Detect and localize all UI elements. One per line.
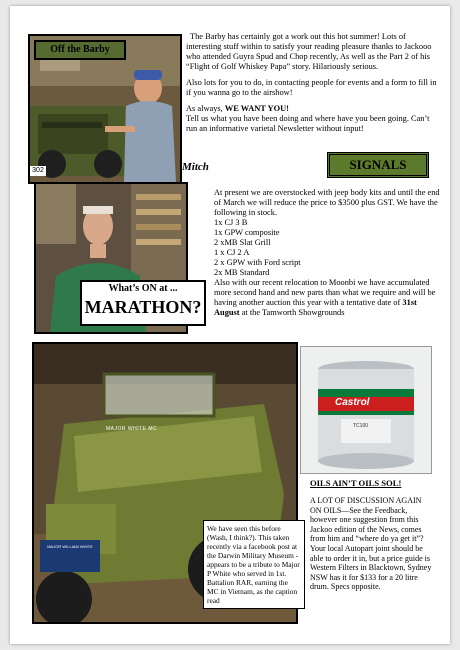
we-want-you: WE WANT YOU! [224,104,289,113]
barby-para-3-rest: Tell us what you have been doing and where have you been going. Can’t run an informative varietal Newsletter without input! [186,114,430,133]
barby-para-3 [186,104,442,134]
stock-item: 2 xMB Slat Grill [214,238,271,247]
signals-text [214,188,444,318]
castrol-logo: Castrol [335,397,370,408]
newsletter-page [10,6,450,644]
castrol-photo [300,346,432,474]
oils-title: OILS AIN’T OILS SOL! [310,478,402,488]
signals-closing-rest: at the Tamworth Showgrounds [239,308,345,317]
stock-item: 2 x GPW with Ford script [214,258,301,267]
barby-text [186,32,442,134]
barby-para-1: The Barby has certainly got a work out this hot summer! Lots of interesting stuff within to satisfy your reading pleasure thanks to Jackooo who attended Guyra Spud and Chop recently, As well as the Part 2 of his “Flight of Golf Whiskey Papa” story. Hilariously serious. [186,32,432,71]
jeep-caption: We have seen this before (Wash, I think?). This taken recently via a facebook post at the Darwin Military Museum - appears to be a tribute to Major P White who served in 1st. Battalion RAR, earning the MC in Vietnam, as the caption read [203,520,305,609]
signals-title: SIGNALS [327,152,429,178]
signals-intro: At present we are overstocked with jeep body kits and until the end of March we will reduce the price to $3500 plus GST. We have the following in stock. [214,188,440,217]
castrol-can-image [301,347,431,473]
stock-item: 1x CJ 3 B [214,218,248,227]
auction-date: 31st August [214,298,417,317]
can-label: TC100 [353,423,369,429]
whats-on-box [80,280,206,326]
signals-closing [214,278,444,318]
stock-item: 1x GPW composite [214,228,280,237]
off-barby-title: Off the Barby [34,40,126,60]
barby-para-2: Also lots for you to do, in contacting people for events and a form to fill in if you wanna go to the airshow! [186,78,437,97]
whats-on-line-1: What’s ON at ... [108,283,178,294]
stock-item: 1 x CJ 2 A [214,248,250,257]
whats-on-line-2: MARATHON? [84,297,202,317]
hood-marking: MAJOR WHITE MC [106,426,158,432]
memorial-sign: MAJOR WILLIAM WHITE [47,544,93,549]
jeep-plate: 302 [30,166,46,176]
signature: Mitch [182,161,209,173]
barby-para-3-lead: As always, [186,104,225,113]
oils-body: A LOT OF DISCUSSION AGAIN ON OILS—See the Feedback, however one suggestion from this Jackoo edition of the News, comes from him and “where do ya get it”? Your local Autopart joint should be able to order it in, but a price guide is Western Filters in Blacktown, Sydney NSW has it for $133 for a 20 litre drum. Specs opposite. [310,496,432,592]
stock-item: 2x MB Standard [214,268,270,277]
signals-closing-lead: Also with our recent relocation to Moonbi we have accumulated more second hand and new parts than what we require and will be having another auction this year with a tentative date of [214,278,436,307]
